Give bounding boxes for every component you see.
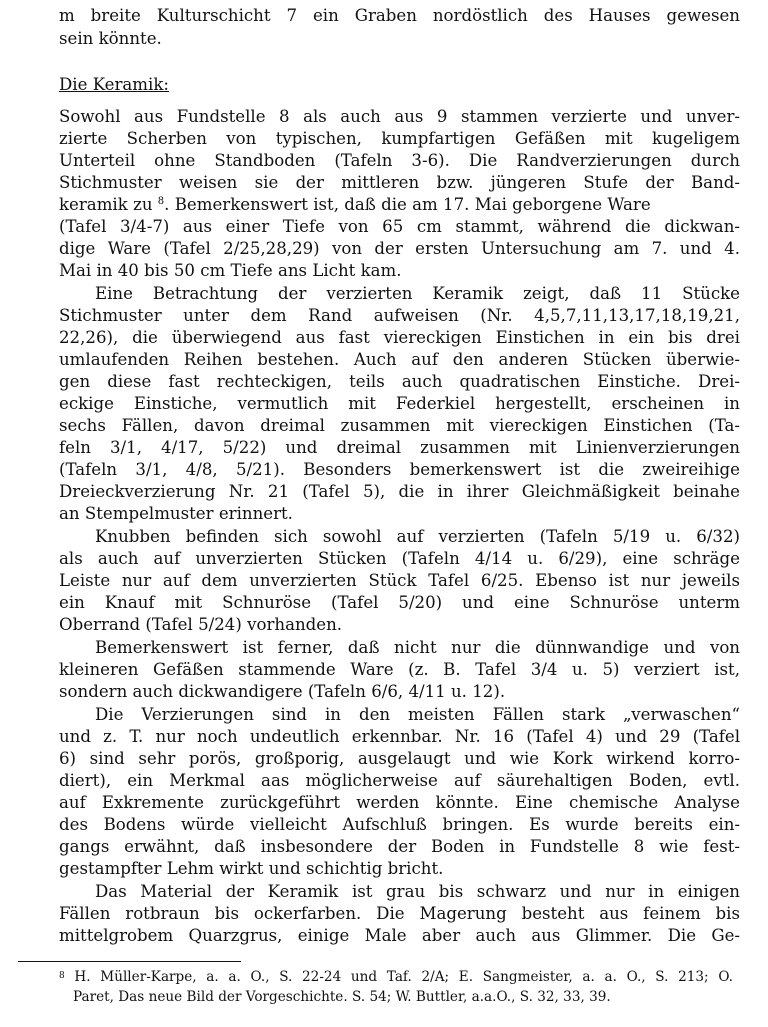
text-line: zierte Scherben von typischen, kumpfartigen Gefäßen mit kugeligem [59, 129, 740, 148]
text-fragment: . Bemerkenswert ist, daß die am 17. Mai geborgene Ware [164, 195, 651, 214]
text-line: Bemerkenswert ist ferner, daß nicht nur die dünnwandige und von [95, 638, 740, 657]
text-line: mittelgrobem Quarzgrus, einige Male aber auch aus Glimmer. Die Ge- [59, 926, 740, 945]
text-line: sechs Fällen, davon dreimal zusammen mit viereckigen Einstichen (Ta- [59, 416, 740, 435]
section-heading-text: Die Keramik: [59, 75, 169, 94]
text-line: Das Material der Keramik ist grau bis schwarz und nur in einigen [95, 882, 740, 901]
text-line: ein Knauf mit Schnuröse (Tafel 5/20) und eine Schnuröse unterm [59, 593, 740, 612]
text-line: Unterteil ohne Standboden (Tafeln 3-6). Die Randverzierungen durch [59, 151, 740, 170]
text-line: an Stempelmuster erinnert. [59, 504, 293, 523]
text-line: eckige Einstiche, vermutlich mit Federkiel hergestellt, erscheinen in [59, 394, 740, 413]
text-line: Knubben befinden sich sowohl auf verzierten (Tafeln 5/19 u. 6/32) [95, 527, 740, 546]
text-line: kleineren Gefäßen stammende Ware (z. B. Tafel 3/4 u. 5) verziert ist, [59, 660, 740, 679]
text-line: Stichmuster unter dem Rand aufweisen (Nr. 4,5,7,11,13,17,18,19,21, [59, 306, 740, 325]
text-line: umlaufenden Reihen bestehen. Auch auf den anderen Stücken überwie- [59, 350, 740, 369]
text-line: als auch auf unverzierten Stücken (Tafeln 4/14 u. 6/29), eine schräge [59, 549, 740, 568]
text-line: auf Exkremente zurückgeführt werden könnte. Eine chemische Analyse [59, 793, 740, 812]
text-line: gestampfter Lehm wirkt und schichtig bricht. [59, 859, 444, 878]
text-line: 22,26), die überwiegend aus fast viereckigen Einstichen in ein bis drei [59, 328, 740, 347]
text-line: Stichmuster weisen sie der mittleren bzw. jüngeren Stufe der Band- [59, 173, 740, 192]
text-line: (Tafel 3/4-7) aus einer Tiefe von 65 cm stammt, während die dickwan- [59, 217, 740, 236]
text-fragment: keramik zu [59, 195, 153, 214]
text-line: Sowohl aus Fundstelle 8 als auch aus 9 stammen verzierte und unver- [59, 107, 740, 126]
text-line: (Tafeln 3/1, 4/8, 5/21). Besonders bemerkenswert ist die zweireihige [59, 460, 740, 479]
text-line: feln 3/1, 4/17, 5/22) und dreimal zusammen mit Linienverzierungen [59, 438, 740, 457]
text-line: Fällen rotbraun bis ockerfarben. Die Magerung besteht aus feinem bis [59, 904, 740, 923]
text-line: m breite Kulturschicht 7 ein Graben nordöstlich des Hauses gewesen [59, 6, 740, 25]
text-line: 6) sind sehr porös, großporig, ausgelaugt und wie Kork wirkend korro- [59, 749, 740, 768]
footnote-line [59, 968, 733, 987]
section-heading [59, 74, 740, 95]
footnote-divider [18, 961, 241, 962]
text-line: Mai in 40 bis 50 cm Tiefe ans Licht kam. [59, 261, 402, 280]
footnote-reference: 8 [157, 196, 165, 207]
text-line: und z. T. nur noch undeutlich erkennbar. Nr. 16 (Tafel 4) und 29 (Tafel [59, 727, 740, 746]
text-line-with-footnote [59, 194, 740, 215]
text-line: diert), ein Merkmal aas möglicherweise auf säurehaltigen Boden, evtl. [59, 771, 740, 790]
text-line: dige Ware (Tafel 2/25,28,29) von der ersten Untersuchung am 7. und 4. [59, 239, 740, 258]
footnote-line: Paret, Das neue Bild der Vorgeschichte. S. 54; W. Buttler, a.a.O., S. 32, 33, 39. [73, 989, 611, 1005]
text-line: Die Verzierungen sind in den meisten Fällen stark „verwaschen“ [95, 705, 740, 724]
text-line: sondern auch dickwandigere (Tafeln 6/6, 4/11 u. 12). [59, 682, 506, 701]
text-line: Oberrand (Tafel 5/24) vorhanden. [59, 615, 343, 634]
text-line: sein könnte. [59, 29, 162, 48]
footnote-text: H. Müller-Karpe, a. a. O., S. 22-24 und Taf. 2/A; E. Sangmeister, a. a. O., S. 213; O. [74, 969, 733, 985]
text-line: des Bodens würde vielleicht Aufschluß bringen. Es wurde bereits ein- [59, 815, 740, 834]
footnote-marker: 8 [59, 971, 65, 981]
text-line: Dreieckverzierung Nr. 21 (Tafel 5), die in ihrer Gleichmäßigkeit beinahe [59, 482, 740, 501]
text-line: Leiste nur auf dem unverzierten Stück Tafel 6/25. Ebenso ist nur jeweils [59, 571, 740, 590]
text-line: gen diese fast rechteckigen, teils auch quadratischen Einstiche. Drei- [59, 372, 740, 391]
text-line: Eine Betrachtung der verzierten Keramik zeigt, daß 11 Stücke [95, 284, 740, 303]
text-line: gangs erwähnt, daß insbesondere der Boden in Fundstelle 8 wie fest- [59, 837, 740, 856]
